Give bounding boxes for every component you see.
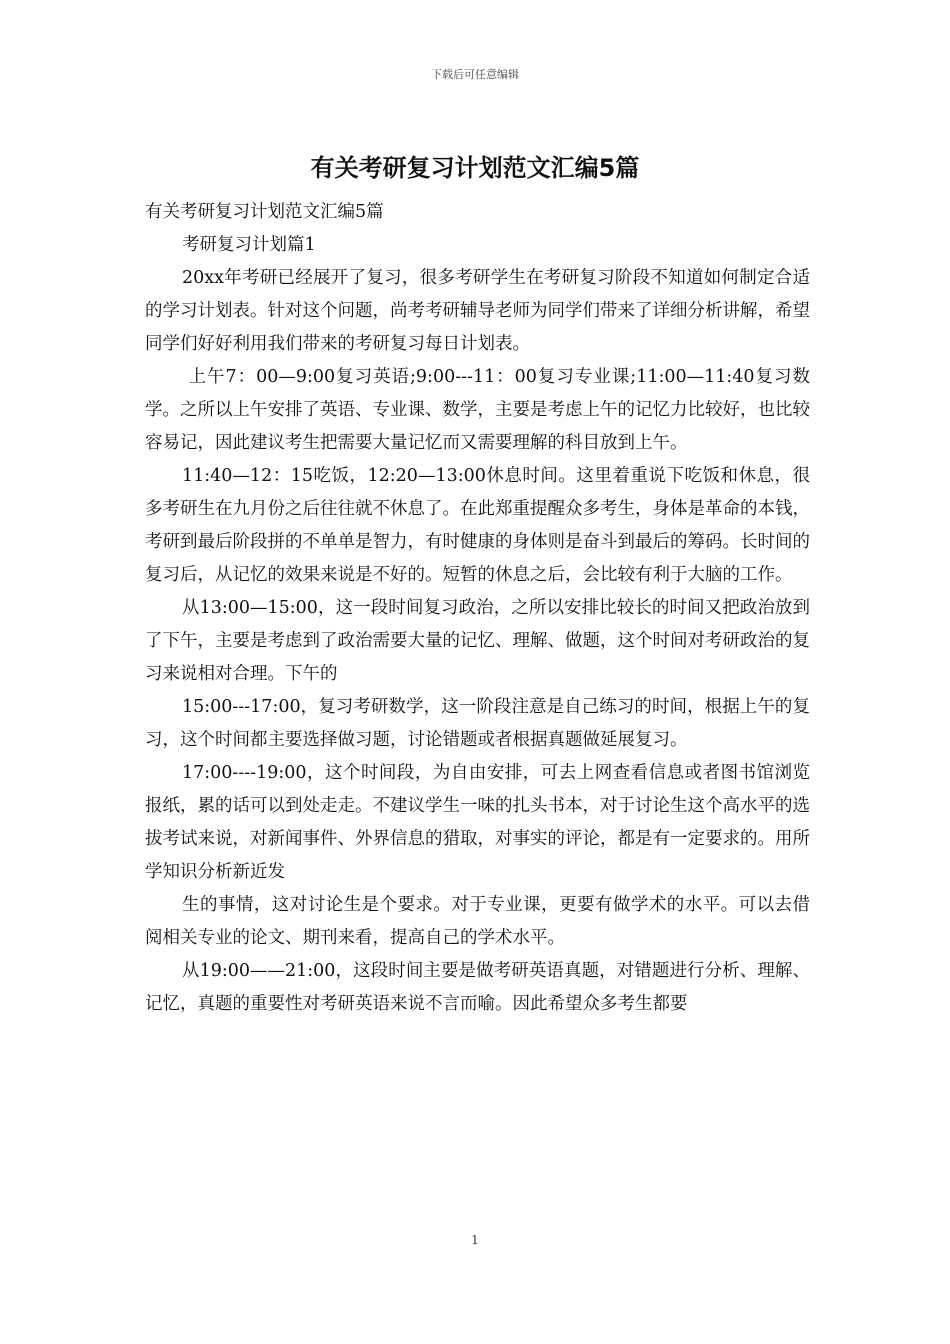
body-paragraph: 11:40—12：15吃饭，12:20—13:00休息时间。这里着重说下吃饭和休息，很多考研生在九月份之后往往就不休息了。在此郑重提醒众多考生，身体是革命的本钱，考研到最后阶段拼的不单单是智力，有时健康的身体则是奋斗到最后的筹码。长时间的复习后，从记忆的效果来说是不好的。短暂的休息之后，会比较有利于大脑的工作。 — [145, 466, 810, 585]
subtitle-paragraph: 有关考研复习计划范文汇编5篇 — [145, 202, 384, 222]
body-paragraph: 上午7：00—9:00复习英语;9:00---11：00复习专业课;11:00—11:40复习数学。之所以上午安排了英语、专业课、数学，主要是考虑上午的记忆力比较好，也比较容易记，因此建议考生把需要大量记忆而又需要理解的科目放到上午。 — [145, 367, 810, 453]
body-paragraph: 从19:00——21:00，这段时间主要是做考研英语真题，对错题进行分析、理解、记忆，真题的重要性对考研英语来说不言而喻。因此希望众多考生都要 — [145, 961, 810, 1014]
body-paragraph: 从13:00—15:00，这一段时间复习政治，之所以安排比较长的时间又把政治放到了下午，主要是考虑到了政治需要大量的记忆、理解、做题，这个时间对考研政治的复习来说相对合理。下午的 — [145, 598, 810, 684]
section-heading: 考研复习计划篇1 — [182, 235, 316, 255]
body-paragraph: 17:00----19:00，这个时间段，为自由安排，可去上网查看信息或者图书馆浏览报纸，累的话可以到处走走。不建议学生一味的扎头书本，对于讨论生这个高水平的选拔考试来说，对新闻事件、外界信息的猎取，对事实的评论，都是有一定要求的。用所学知识分析新近发 — [145, 763, 810, 882]
body-paragraph: 生的事情，这对讨论生是个要求。对于专业课，更要有做学术的水平。可以去借阅相关专业的论文、期刊来看，提高自己的学术水平。 — [145, 895, 810, 948]
body-paragraph: 20xx年考研已经展开了复习，很多考研学生在考研复习阶段不知道如何制定合适的学习计划表。针对这个问题，尚考考研辅导老师为同学们带来了详细分析讲解，希望同学们好好利用我们带来的考研复习每日计划表。 — [145, 268, 810, 354]
page-number: 1 — [471, 1233, 479, 1247]
document-title: 有关考研复习计划范文汇编5篇 — [310, 154, 640, 182]
document-body — [145, 196, 810, 1021]
body-paragraph: 15:00---17:00，复习考研数学，这一阶段注意是自己练习的时间，根据上午的复习，这个时间都主要选择做习题，讨论错题或者根据真题做延展复习。 — [145, 697, 810, 750]
header-note: 下载后可任意编辑 — [431, 68, 519, 81]
